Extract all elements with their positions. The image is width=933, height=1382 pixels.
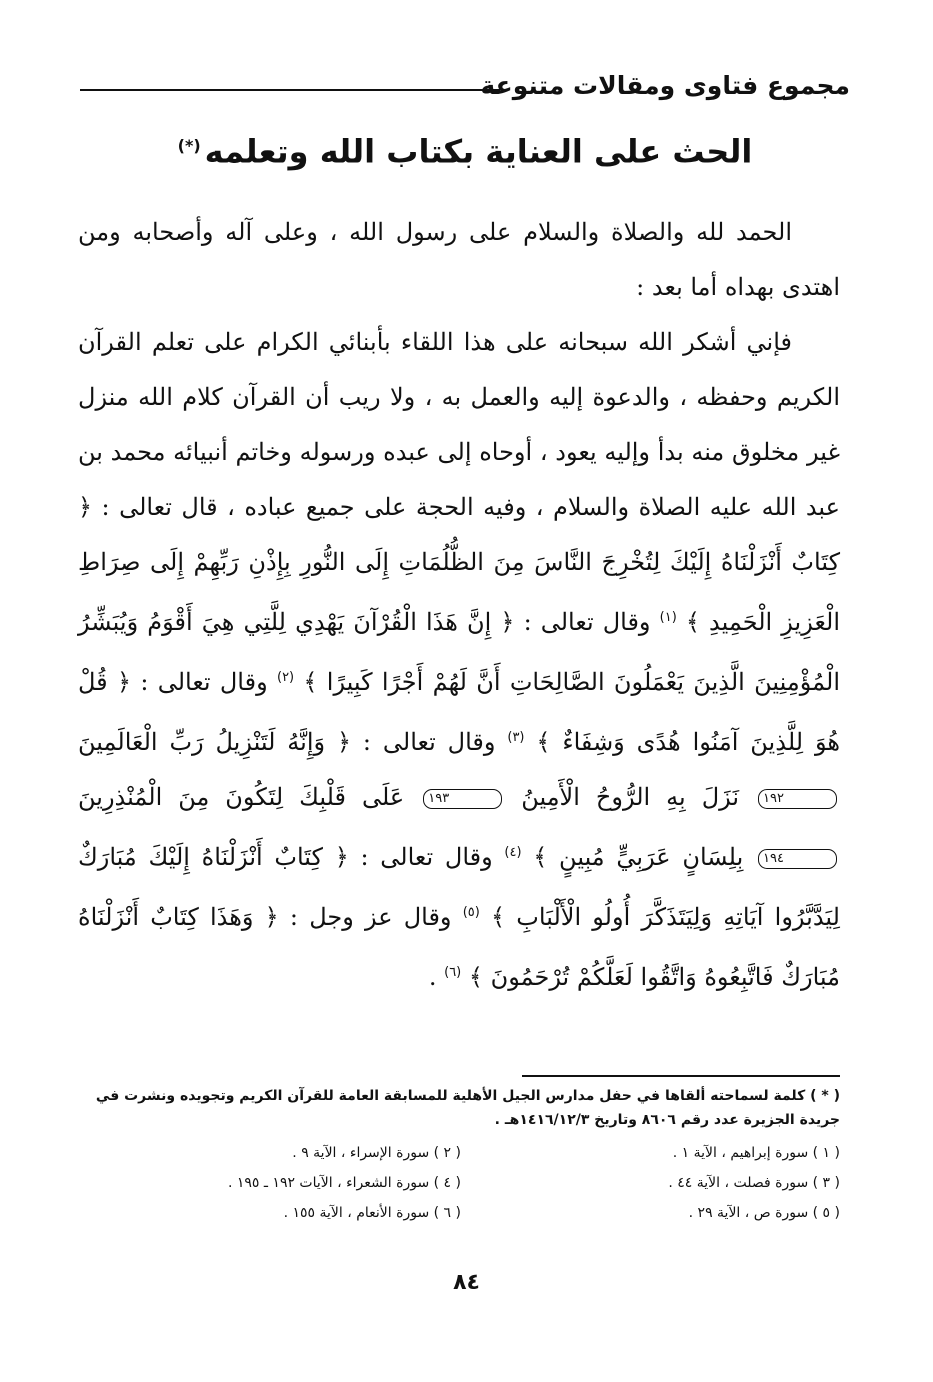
footnote-rule: [522, 1075, 840, 1077]
footnote-item-5: ( ٥ ) سورة ص ، الآية ٢٩ .: [688, 1205, 840, 1221]
footnote-main: ( * ) كلمة لسماحته ألقاها في حفل مدارس الجيل الأهلية للمسابقة العامة للقرآن الكريم وتجويده ونشرت في جريدة الجزيرة عدد رقم ٨٦٠٦ وتاريخ ١٤١٦/١٢/٣هـ .: [95, 1088, 840, 1128]
footnote-ref-3: (٣): [507, 730, 525, 745]
running-header: [80, 66, 850, 106]
article-title: [120, 118, 810, 180]
footnote-item-3: ( ٣ ) سورة فصلت ، الآية ٤٤ .: [668, 1175, 840, 1191]
running-title: مجموع فتاوى ومقالات متنوعة: [480, 71, 850, 100]
footnote-ref-2: (٢): [276, 670, 295, 685]
ayah-number-193: ١٩٣: [423, 789, 502, 809]
header-rule: [80, 89, 500, 91]
connector-5: وقال عز وجل :: [289, 903, 452, 931]
ayah-number-192: ١٩٢: [758, 789, 837, 809]
quran-verse-5: ﴿ كِتَابٌ أَنْزَلْنَاهُ إِلَيْكَ مُبَارَكٌ لِيَدَّبَّرُوا آيَاتِهِ وَلِيَتَذَكَّرَ أُولُو الْأَلْبَابِ ﴾: [78, 843, 840, 931]
article-body: [78, 205, 840, 1005]
quran-verse-2: ﴿ إِنَّ هَذَا الْقُرْآنَ يَهْدِي لِلَّتِي هِيَ أَقْوَمُ وَيُبَشِّرُ الْمُؤْمِنِينَ الَّذِينَ يَعْمَلُونَ الصَّالِحَاتِ أَنَّ لَهُمْ أَجْرًا كَبِيرًا ﴾: [78, 608, 840, 696]
footnote-item-2: ( ٢ ) سورة الإسراء ، الآية ٩ .: [292, 1145, 461, 1161]
quran-verse-4d: بِلِسَانٍ عَرَبِيٍّ مُبِينٍ ﴾: [533, 843, 744, 871]
footnote-ref-5: (٥): [462, 905, 480, 920]
quran-verse-4a: ﴿ وَإِنَّهُ لَتَنْزِيلُ رَبِّ الْعَالَمِينَ: [78, 728, 352, 756]
footnote-item-1: ( ١ ) سورة إبراهيم ، الآية ١ .: [672, 1145, 840, 1161]
connector-3: وقال تعالى :: [362, 728, 496, 756]
quran-verse-6: ﴿ وَهَذَا كِتَابٌ أَنْزَلْنَاهُ مُبَارَكٌ فَاتَّبِعُوهُ وَاتَّقُوا لَعَلَّكُمْ تُرْحَمُونَ ﴾: [78, 903, 840, 991]
title-footnote-mark: (*): [177, 136, 201, 155]
paragraph-intro: الحمد لله والصلاة والسلام على رسول الله ، وعلى آله وأصحابه ومن اهتدى بهداه أما بعد :: [78, 218, 840, 301]
ayah-number-194: ١٩٤: [758, 849, 837, 869]
paragraph-end: .: [428, 963, 437, 991]
paragraph-main-text: فإني أشكر الله سبحانه على هذا اللقاء بأبنائي الكرام على تعلم القرآن الكريم وحفظه ، والدعوة إليه والعمل به ، ولا ريب أن القرآن كلام الله منزل غير مخلوق منه بدأ وإليه يعود ، أوحاه إلى عبده ورسوله وخاتم أنبيائه محمد بن عبد الله عليه الصلاة والسلام ، وفيه الحجة على جميع عباده ، قال تعالى :: [78, 328, 841, 521]
footnote-ref-6: (٦): [444, 965, 462, 980]
quran-verse-4b: نَزَلَ بِهِ الرُّوحُ الْأَمِينُ: [521, 783, 740, 811]
footnote-table: [82, 1138, 840, 1228]
quran-verse-3: ﴿ قُلْ هُوَ لِلَّذِينَ آمَنُوا هُدًى وَشِفَاءٌ ﴾: [78, 668, 841, 756]
quran-verse-4c: عَلَى قَلْبِكَ لِتَكُونَ مِنَ الْمُنْذِرِينَ: [78, 783, 405, 811]
footnote-item-4: ( ٤ ) سورة الشعراء ، الآيات ١٩٢ ـ ١٩٥ .: [227, 1175, 461, 1191]
footnote-ref-4: (٤): [504, 845, 522, 860]
page-number: ٨٤: [453, 1270, 480, 1295]
quran-verse-1: ﴿ كِتَابٌ أَنْزَلْنَاهُ إِلَيْكَ لِتُخْرِجَ النَّاسَ مِنَ الظُّلُمَاتِ إِلَى النُّورِ بِإِذْنِ رَبِّهِمْ إِلَى صِرَاطِ الْعَزِيزِ الْحَمِيدِ ﴾: [78, 493, 841, 636]
article-title-block: [120, 118, 810, 180]
footnote-row: [82, 1198, 840, 1228]
footnote-row: [82, 1138, 840, 1168]
connector-2: وقال تعالى :: [140, 668, 268, 696]
footnote-item-6: ( ٦ ) سورة الأنعام ، الآية ١٥٥ .: [283, 1205, 461, 1221]
footnote-row: [82, 1168, 840, 1198]
paragraph-main: [78, 315, 840, 1005]
connector-1: وقال تعالى :: [523, 608, 651, 636]
footnote-ref-1: (١): [659, 610, 677, 625]
connector-4: وقال تعالى :: [360, 843, 493, 871]
footnotes: [82, 1084, 840, 1228]
article-title-text: الحث على العناية بكتاب الله وتعلمه: [204, 132, 753, 171]
